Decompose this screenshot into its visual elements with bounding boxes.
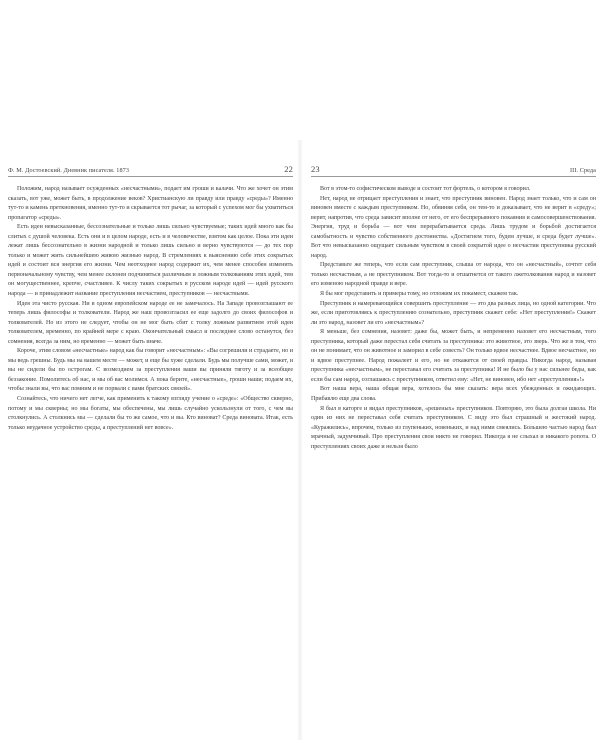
paragraph: Преступник и намеревающийся совершить преступление — это два разных лица, но одной категории. Что же, если приготовляясь к преступлению сознательно, преступник скажет себе: «Нет преступления!» Скажет ли это народ, назовет ли его «несчастным»? [311, 300, 596, 326]
paragraph: Я был в каторге и видал преступников, «решеных» преступников. Повторяю, это была долгая школа. Ни один из них не переставал себя считать преступником. С виду это был страшный и жестокий народ. «Куражились», впрочем, только из глупеньких, новеньких, и над ними смеялись. Большею частью народ был мрачный, задумчивый. Про преступления свои никто не говорил. Никогда я не слыхал и никакого ропота. О преступлениях своих даже и нельзя было [311, 405, 596, 450]
left-header-title: Ф. М. Достоевский. Дневник писателя. 1873 [8, 167, 130, 174]
paragraph: Положим, народ называет осужденных «несчастными», подает им гроши и калачи. Что же хочет он этим сказать, вот уже, может быть, в продолжение веков? Христианскую ли правду или правду «среды»? Именно тут-то и камень преткновения, именно тут-то и скрывается тот рычаг, за который с успехом мог бы ухватиться пропагатор «среды». [8, 186, 293, 221]
paragraph: Я бы мог представить и примеры тому, но отложим их покамест, скажем так. [320, 291, 519, 298]
paragraph: Сознайтесь, что ничего нет легче, как применить к такому взгляду учение о «среде»: «Общество скверно, потому и мы скверны; но мы богаты, мы обеспечены, мы лишь случайно ускользнули от того, с чем вы столкнулись. А столкнись мы — сделали бы то же самое, что и вы. Кто виноват? Среда виновата. Итак, есть только неудачное устройство среды, а преступлений нет вовсе». [8, 396, 293, 431]
paragraph: Короче, этим словом «несчастные» народ как бы говорит «несчастным»: «Вы согрешили и страдаете, но и мы ведь грешны. Будь мы на вашем месте — может, и еще бы хуже сделали. Будь мы получше сами, может, и вы не сидели бы по острогам. С возмездием за преступления ваши вы приняли тяготу и за всеобщее беззаконие. Помолитесь об нас, и мы об вас молимся. А пока берите, «несчастные», гроши наши; подаем их, чтобы знали вы, что вас помним и не порвали с вами братских связей». [8, 348, 293, 393]
left-running-header [8, 164, 293, 177]
paragraph: Идея эта чисто русская. Ни в одном европейском народе ее не замечалось. На Западе провозглашают ее теперь лишь философы и толкователи. Народ же наш провозгласил ее еще задолго до своих философов и толкователей. Но из этого не следует, чтобы он не мог быть сбит с толку ложным развитием этой идеи толкователем, временно, по крайней мере с краю. Окончательный смысл и последнее слово останутся, без сомнения, всегда за ним, но временно — может быть иначе. [8, 300, 293, 345]
right-page [311, 164, 596, 452]
book-gutter [297, 140, 303, 740]
paragraph: Нет, народ не отрицает преступления и знает, что преступник виновен. Народ знает только, что и сам он виновен вместе с каждым преступником. Но, обвиняя себя, он тем-то и доказывает, что не верит в «среду»; верит, напротив, что среда зависит вполне от него, от его беспрерывного покаяния и самосовершенствования. Энергия, труд и борьба — вот чем перерабатывается среда. Лишь трудом и борьбой достигается самобытность и чувство собственного достоинства. «Достигнем того, будем лучше, и среда будет лучше». Вот что невысказанно ощущает сильным чувством в своей сокрытой идее о несчастии преступника русский народ. [311, 195, 596, 259]
paragraph: Есть идеи невысказанные, бессознательные и только лишь сильно чувствуемые; таких идей много как бы слитых с душой человека. Есть они и в целом народе, есть и в человечестве, взятом как целое. Пока эти идеи лежат лишь бессознательно в жизни народной и только лишь сильно и верно чувствуются — до тех пор только и может жить сильнейшею живою жизнью народ. В стремлениях к выяснению себе этих сокрытых идей и состоит вся энергия его жизни. Чем неотходнее народ содержит их, чем менее способен изменить первоначальному чувству, чем менее склонен подчиняться различным и ложным толкованиям этих идей, тем он могущественнее, крепче, счастливее. К числу таких сокрытых в русском народе идей — идей русского народа — и принадлежит название преступления несчастием, преступников — несчастными. [8, 224, 293, 298]
right-running-header [311, 164, 596, 177]
left-body-text [8, 185, 293, 433]
left-page-number: 22 [284, 164, 293, 174]
paragraph: Я меньше, без сомнения, назовет: даже бы, может быть, и непременно назовет его несчастным, того преступника, который даже перестал себя считать за преступника: это животное, это зверь. Что же в том, что он не понимает, что он животное и заморил в себе совесть? Он только вдвое несчастнее. Вдвое несчастнее, но и вдвое преступнее. Народ пожалеет и его, но не откажется от своей правды. Никогда народ, называя преступника «несчастным», не переставал его считать за преступника! И не было бы у нас сильнее беды, как если бы сам народ, соглашаясь с преступником, ответил ему: «Нет, не виновен, ибо нет «преступления»!» [311, 329, 596, 383]
right-header-title: III. Среда [569, 167, 596, 174]
right-body-text [311, 185, 596, 452]
paragraph: Представьте же теперь, что если сам преступник, слыша от народа, что он «несчастный», сочтет себя только несчастным, а не преступником. Вот тогда-то и отшатнется от такого лжетолкования народ и назовет его изменою народной правде и вере. [311, 262, 596, 288]
paragraph: Вот наша вера, наша общая вера, хотелось бы мне сказать: вера всех убежденных и ожидающих. Прибавлю еще два слова. [311, 386, 596, 403]
paragraph: Вот в этом-то софистическом выводе и состоит тот фортель, о котором я говорил. [320, 186, 531, 192]
left-page [8, 164, 293, 433]
right-page-number: 23 [311, 164, 320, 174]
